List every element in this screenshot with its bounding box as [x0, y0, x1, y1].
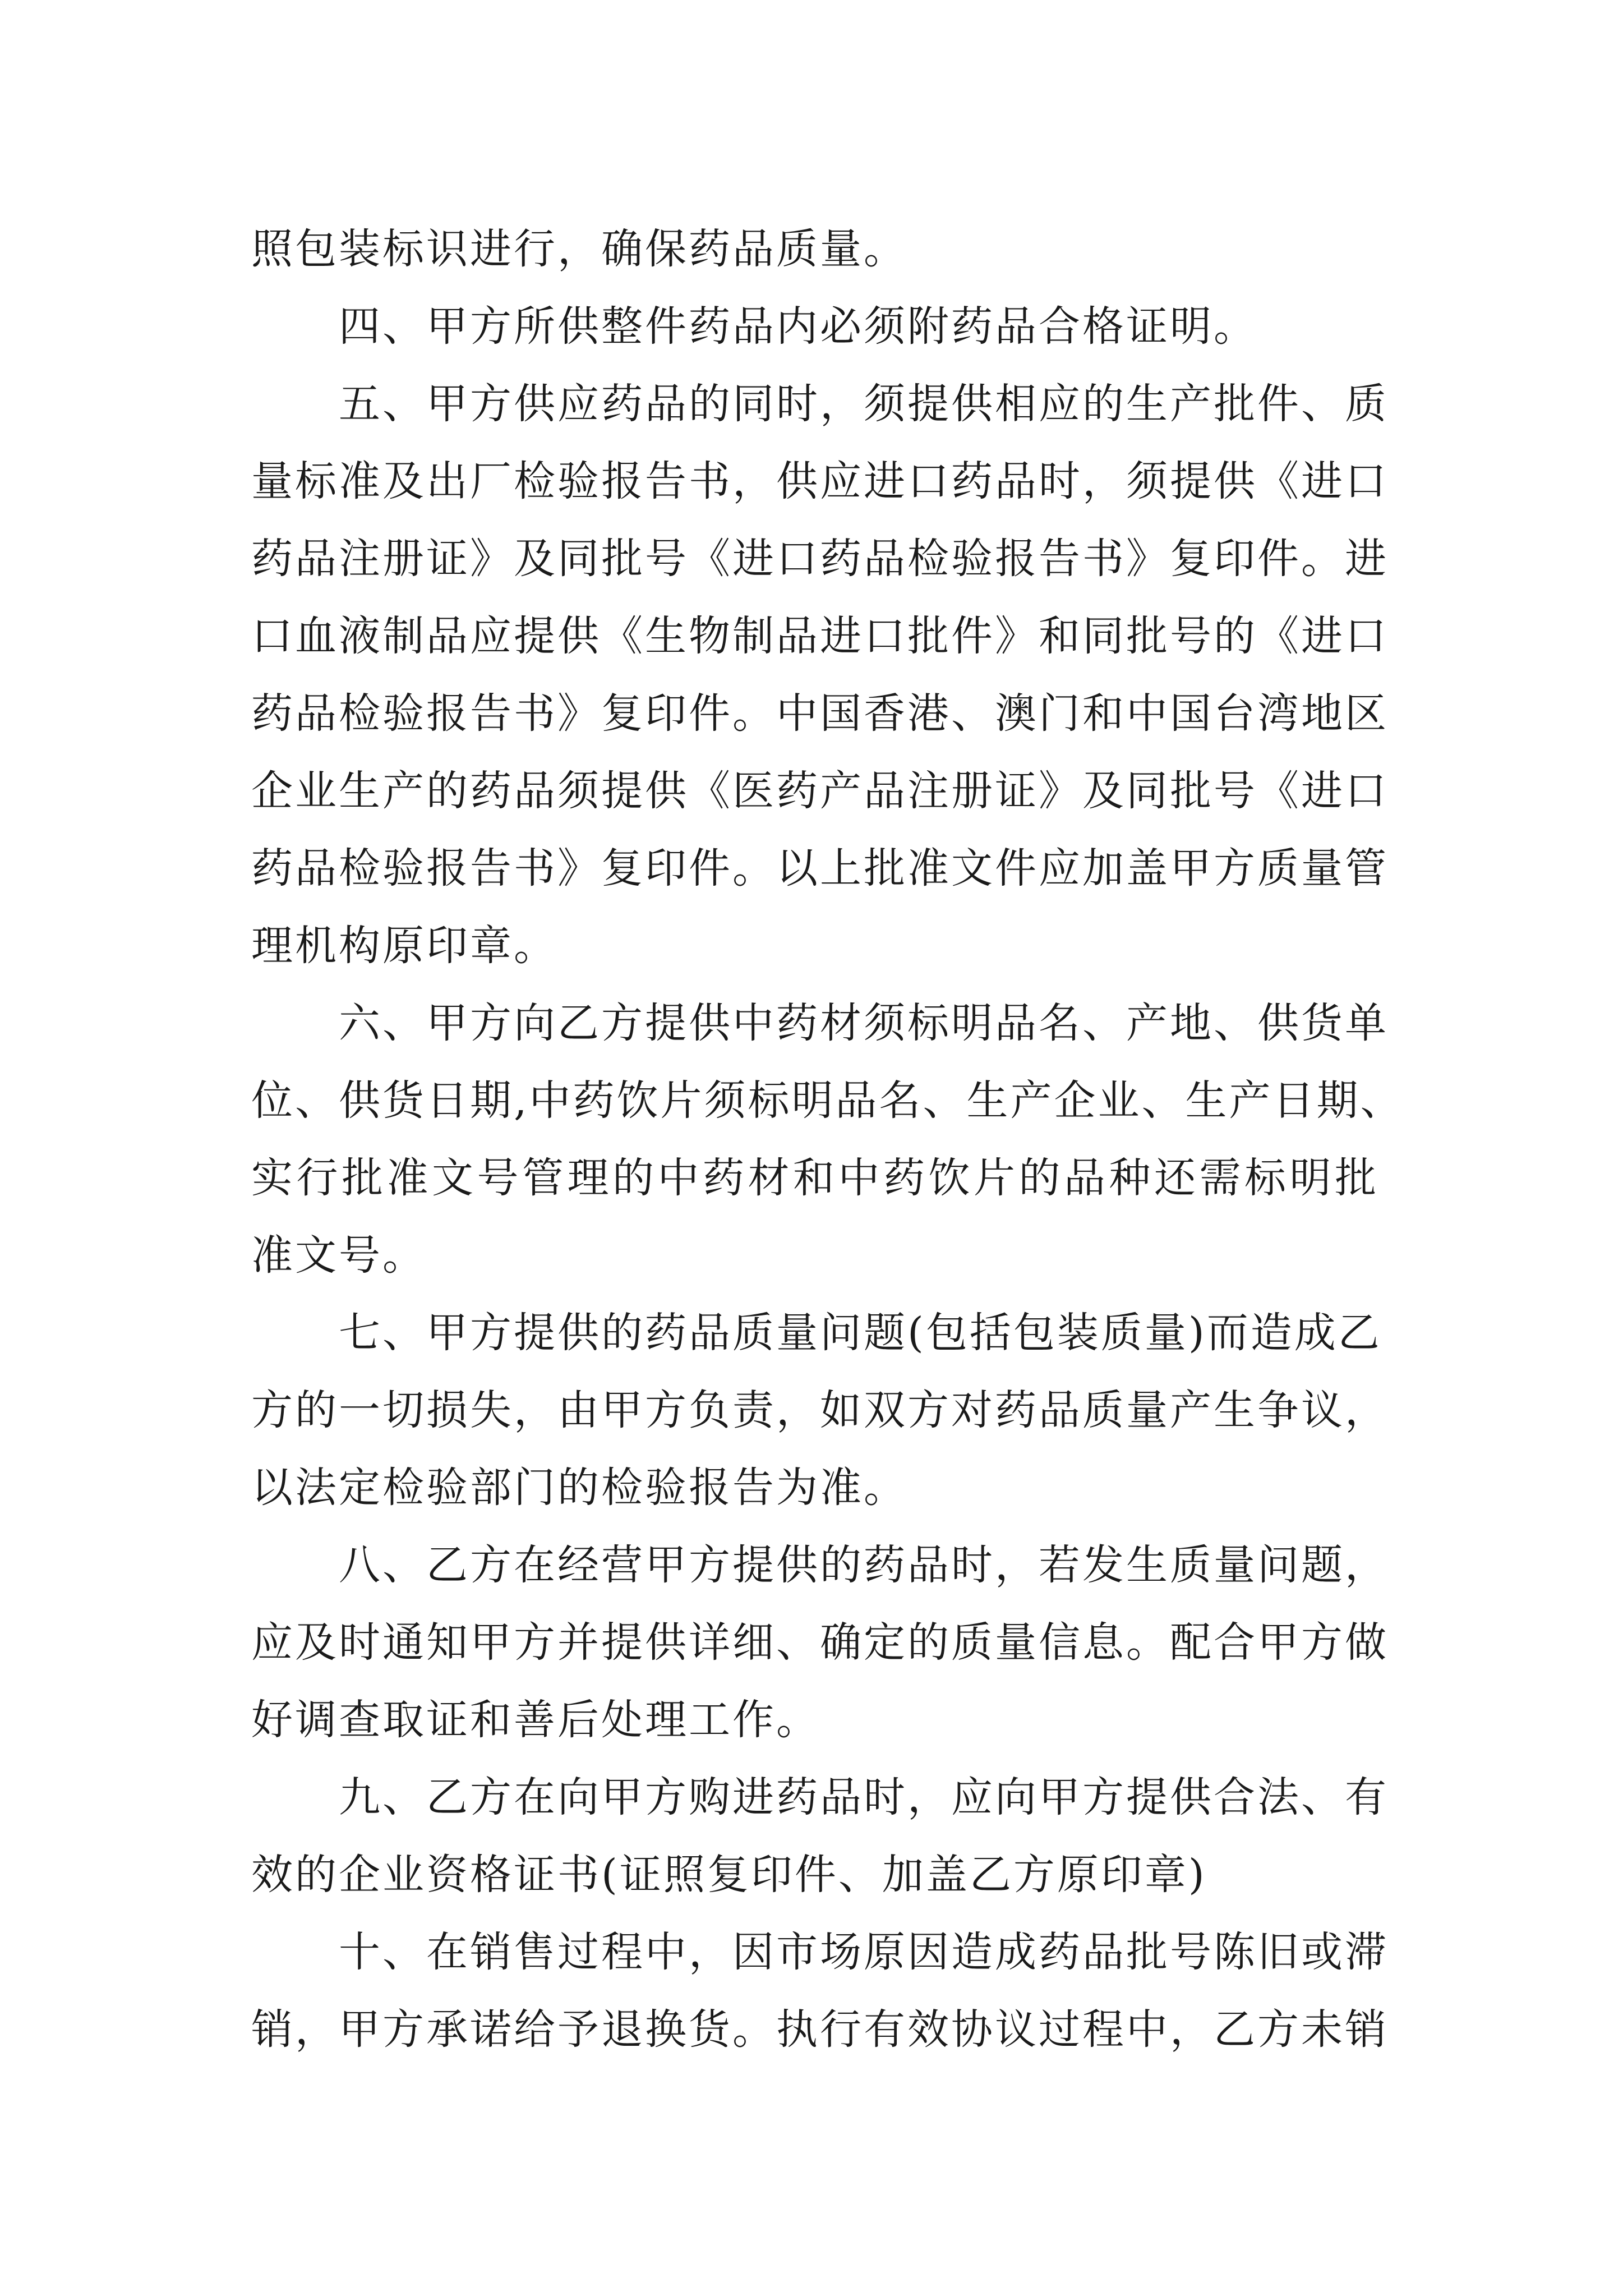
text-line: 照包装标识进行，确保药品质量。 — [251, 225, 907, 273]
text-line: 七、甲方提供的药品质量问题(包括包装质量)而造成乙 — [339, 1309, 1382, 1357]
text-line: 八、乙方在经营甲方提供的药品时，若发生质量问题， — [339, 1541, 1389, 1589]
text-line: 口血液制品应提供《生物制品进口批件》和同批号的《进口 — [251, 612, 1389, 660]
text-line: 应及时通知甲方并提供详细、确定的质量信息。配合甲方做 — [251, 1618, 1389, 1667]
text-line: 六、甲方向乙方提供中药材须标明品名、产地、供货单 — [339, 999, 1389, 1047]
text-line: 药品检验报告书》复印件。以上批准文件应加盖甲方质量管 — [251, 844, 1389, 892]
document-body — [251, 210, 1404, 2068]
text-line: 好调查取证和善后处理工作。 — [251, 1696, 820, 1744]
text-line: 四、甲方所供整件药品内必须附药品合格证明。 — [339, 302, 1257, 351]
text-line: 五、甲方供应药品的同时，须提供相应的生产批件、质 — [339, 380, 1389, 428]
text-line: 理机构原印章。 — [251, 922, 557, 970]
text-line: 药品检验报告书》复印件。中国香港、澳门和中国台湾地区 — [251, 689, 1389, 738]
text-line: 实行批准文号管理的中药材和中药饮片的品种还需标明批 — [251, 1154, 1378, 1202]
text-line: 准文号。 — [251, 1231, 426, 1280]
text-line: 十、在销售过程中，因市场原因造成药品批号陈旧或滞 — [339, 1928, 1389, 1976]
text-line: 位、供货日期,中药饮片须标明品名、生产企业、生产日期、 — [251, 1076, 1404, 1125]
text-line: 企业生产的药品须提供《医药产品注册证》及同批号《进口 — [251, 767, 1389, 815]
text-line: 药品注册证》及同批号《进口药品检验报告书》复印件。进 — [251, 535, 1389, 583]
text-line: 量标准及出厂检验报告书，供应进口药品时，须提供《进口 — [251, 457, 1389, 505]
text-line: 以法定检验部门的检验报告为准。 — [251, 1464, 907, 1512]
text-line: 九、乙方在向甲方购进药品时，应向甲方提供合法、有 — [339, 1773, 1389, 1821]
text-line: 销，甲方承诺给予退换货。执行有效协议过程中，乙方未销 — [251, 2005, 1389, 2054]
text-line: 效的企业资格证书(证照复印件、加盖乙方原印章) — [251, 1851, 1207, 1899]
text-line: 方的一切损失，由甲方负责，如双方对药品质量产生争议， — [251, 1386, 1389, 1434]
